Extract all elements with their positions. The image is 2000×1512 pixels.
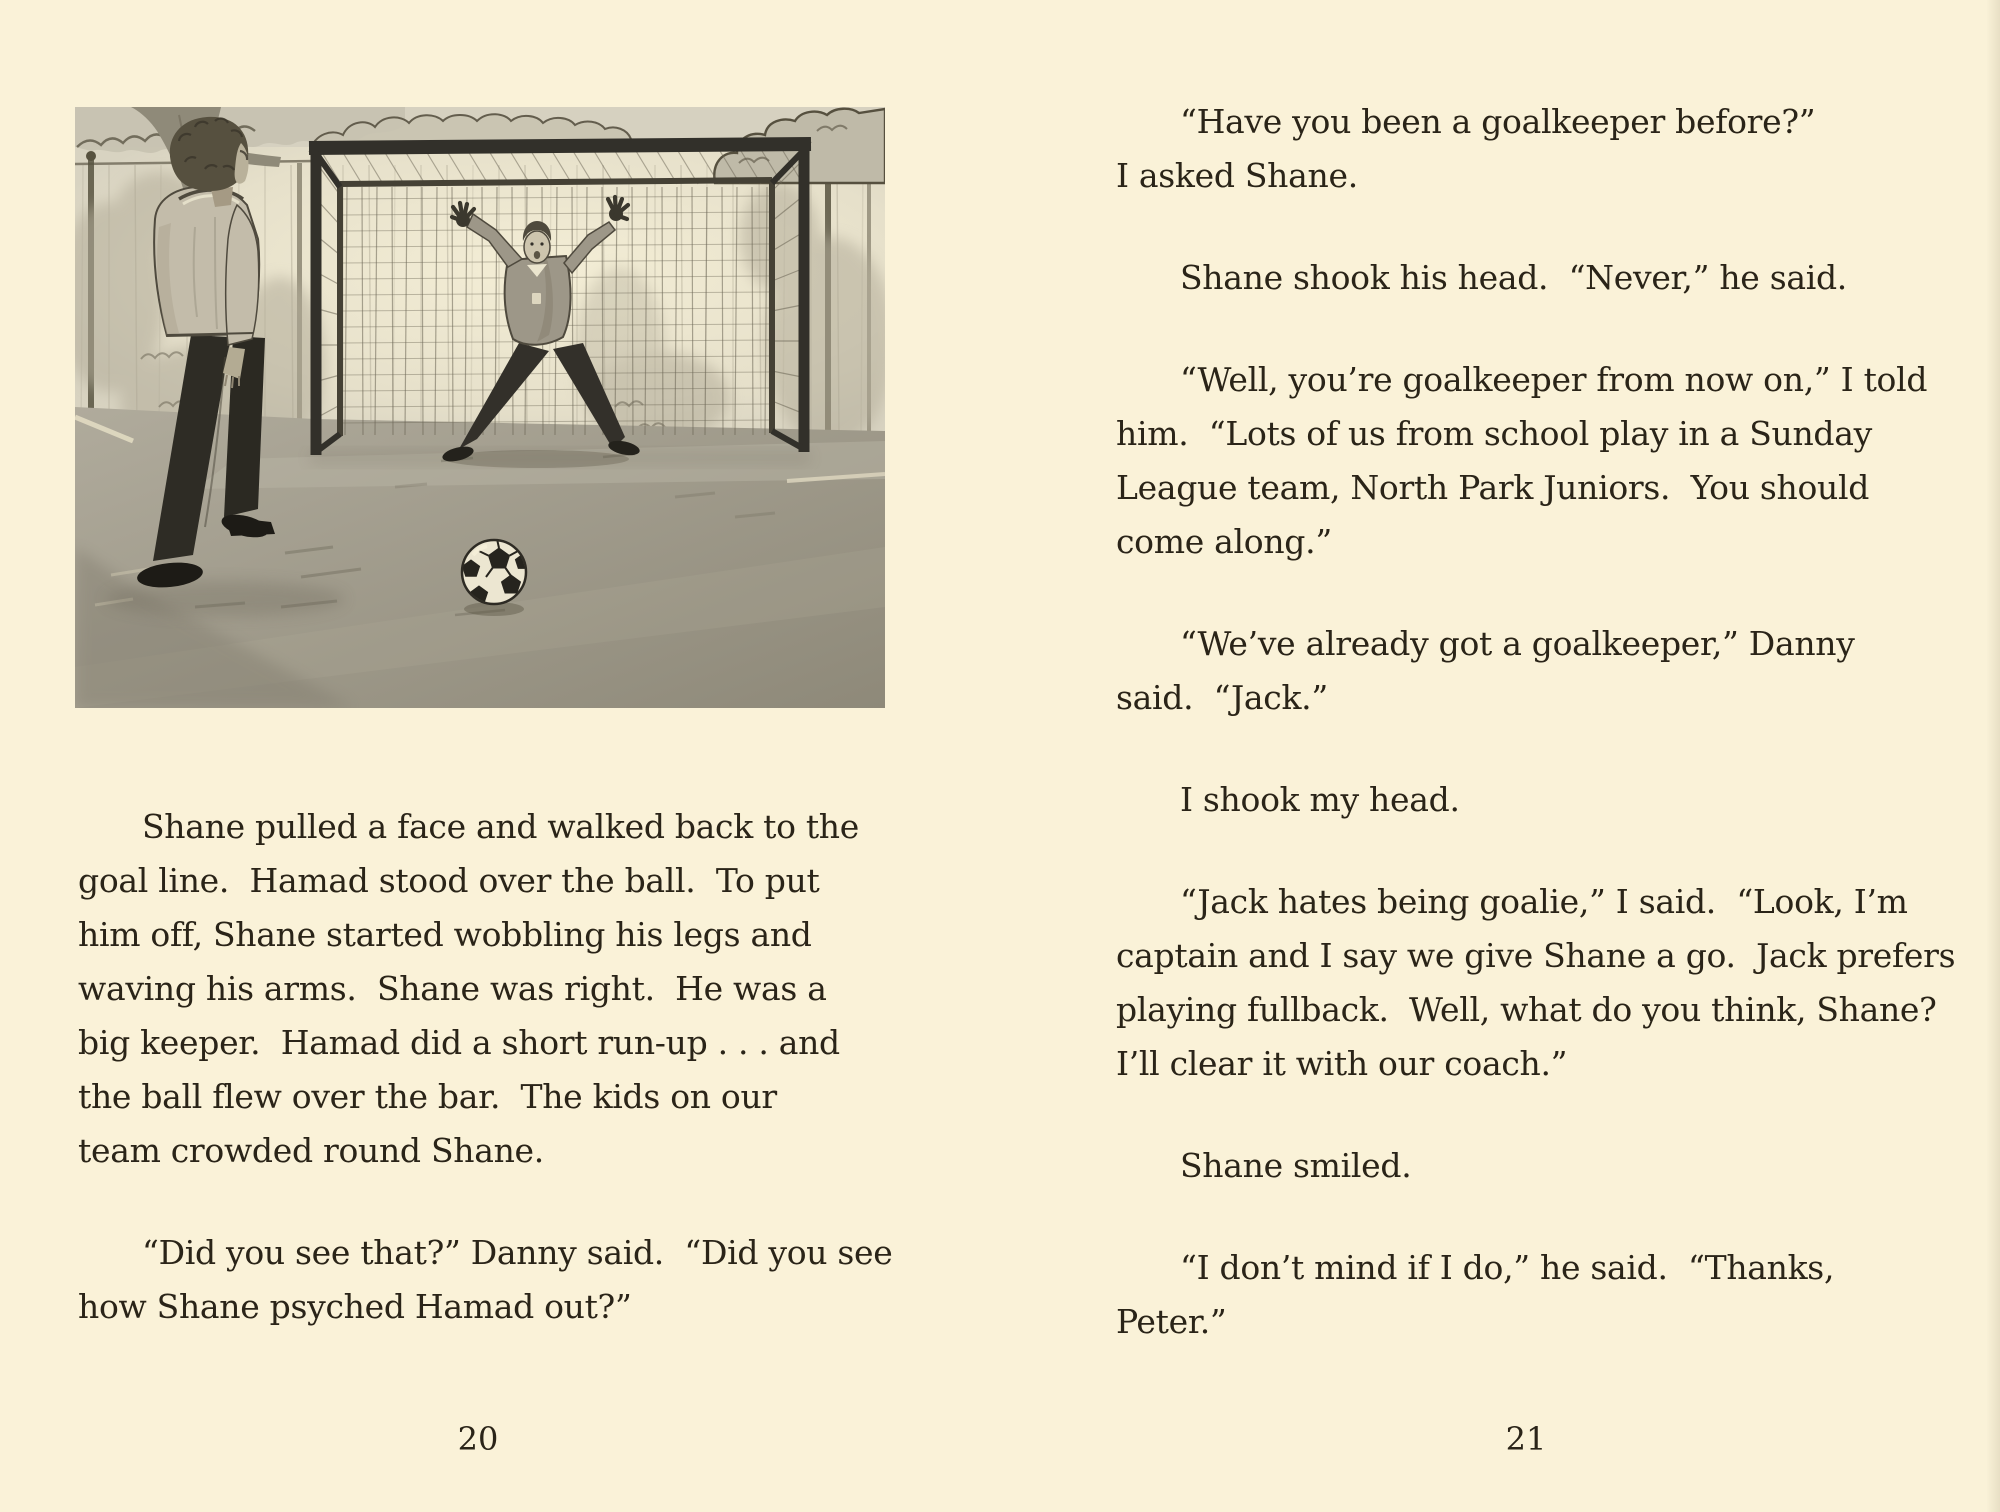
text-line: Shane smiled. [1180,1146,1412,1185]
text-line: I’ll clear it with our coach.” [1116,1044,1568,1083]
paragraph [78,1226,893,1334]
football-scene-graphic [75,107,885,708]
page-number: 21 [1505,1420,1547,1458]
text-line: team crowded round Shane. [78,1131,544,1170]
text-line: I asked Shane. [1116,156,1358,195]
text-line: him. “Lots of us from school play in a Sunday [1116,414,1872,453]
text-line: I shook my head. [1180,780,1460,819]
text-line: “Well, you’re goalkeeper from now on,” I told [1180,360,1928,399]
paragraph [1116,95,1936,203]
paragraph [1116,773,1936,827]
text-line: Shane pulled a face and walked back to the [142,807,859,846]
story-illustration [75,107,885,708]
paragraph [1116,875,1956,1091]
text-line: “Did you see that?” Danny said. “Did you see [142,1233,893,1272]
left-page-text [78,800,893,1334]
text-line: big keeper. Hamad did a short run-up . . . and [78,1023,840,1062]
text-line: “Jack hates being goalie,” I said. “Look, I’m [1180,882,1908,921]
right-page [1000,0,2000,1512]
page-edge-shadow [1986,0,2000,1512]
text-line: him off, Shane started wobbling his legs and [78,915,812,954]
text-line: playing fullback. Well, what do you think, Shane? [1116,990,1937,1029]
text-line: “I don’t mind if I do,” he said. “Thanks, [1180,1248,1835,1287]
text-line: how Shane psyched Hamad out?” [78,1287,632,1326]
paragraph [1116,1139,1936,1193]
text-line: goal line. Hamad stood over the ball. To put [78,861,820,900]
paragraph [1116,1241,1936,1349]
text-line: League team, North Park Juniors. You should [1116,468,1870,507]
paragraph [1116,251,1936,305]
text-line: said. “Jack.” [1116,678,1328,717]
page-number: 20 [457,1420,499,1458]
right-page-text [1116,95,1956,1349]
text-line: captain and I say we give Shane a go. Jack prefers [1116,936,1956,975]
text-line: Shane shook his head. “Never,” he said. [1180,258,1847,297]
text-line: come along.” [1116,522,1332,561]
text-line: “Have you been a goalkeeper before?” [1180,102,1816,141]
text-line: waving his arms. Shane was right. He was a [78,969,827,1008]
text-line: “We’ve already got a goalkeeper,” Danny [1180,624,1855,663]
paragraph [1116,353,1936,569]
text-line: the ball flew over the bar. The kids on our [78,1077,777,1116]
paragraph [78,800,878,1178]
text-line: Peter.” [1116,1302,1227,1341]
paragraph [1116,617,1936,725]
